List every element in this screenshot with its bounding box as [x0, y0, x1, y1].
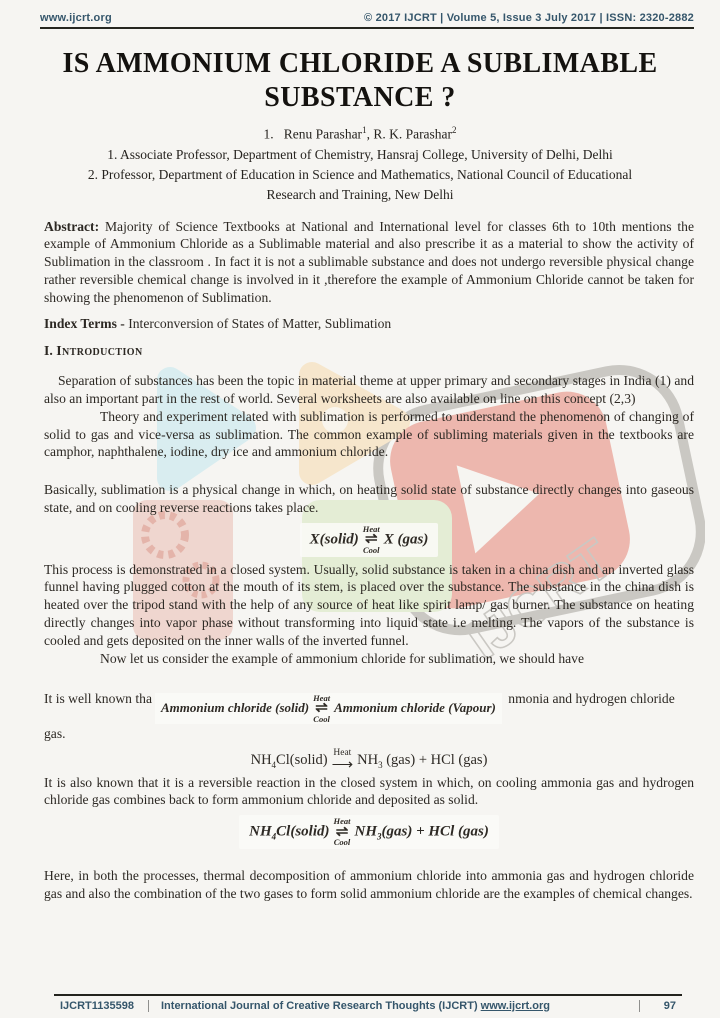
author-names: 1. Renu Parashar$^1$, R. K. Parashar$^2$: [263, 125, 457, 142]
paragraph-closed-system: This process is demonstrated in a closed system. Usually, solid substance is taken in a china dish and an inverted glass funnel having plugged cotton at the mouth of its stem, is placed over the substance. The substance in the china dish is heated over the tripod stand with the help of any source of heat like spirit lamp/ gas burner. The substance on heating directly changes into vapor phase without transforming into liquid state i.e melting. The vapors of the substance is cooled and gets deposited on the inner walls of the inverted funnel.: [44, 561, 694, 648]
paragraph-well-known: [44, 689, 694, 743]
affiliation-1: 1. Associate Professor, Department of Chemistry, Hansraj College, University of Delhi, Delhi: [107, 146, 613, 162]
equation-nh4cl-decomposition: $NH_4Cl(solid)$ Heat ⟶ $NH_3$ (gas) + HCl (gas): [250, 748, 488, 773]
authors-block: [40, 124, 680, 206]
well-known-after: nmonia and hydrogen chloride gas.: [44, 691, 675, 742]
author1-sup: 1: [362, 125, 367, 136]
paragraph-conclusion: Here, in both the processes, thermal decomposition of ammonium chloride into ammonia gas and hydrogen chloride gas and also the combination of the two gases to form solid ammonium chloride are the examples of chemical changes.: [44, 867, 694, 901]
header-site-link[interactable]: www.ijcrt.org: [40, 12, 112, 24]
abstract-label: Abstract:: [44, 218, 100, 234]
header-citation: © 2017 IJCRT | Volume 5, Issue 3 July 2017 | ISSN: 2320-2882: [364, 12, 694, 24]
paragraph-now-consider: Now let us consider the example of ammonium chloride for sublimation, we should have: [100, 650, 584, 666]
footer-divider: [639, 1000, 640, 1012]
heat-arrow: Heat ⟶: [331, 748, 354, 773]
paragraph-separation: Separation of substances has been the topic in material theme at upper primary and secondary stages in India (1) and also an important part in the rest of world. Several worksheets are also available on line on this concept (2,3): [44, 373, 694, 407]
equation-x-solid-gas: X(solid) Heat ⇌ Cool X (gas): [44, 523, 694, 557]
heat-cool-arrows: Heat ⇌ Cool: [313, 692, 331, 724]
abstract: [44, 218, 694, 307]
paragraph-basically: Basically, sublimation is a physical change in which, on heating solid state of substance directly changes into gaseous state, and on cooling reverse reactions takes place.: [44, 482, 694, 516]
page-header: [40, 0, 694, 29]
journal-name: International Journal of Creative Research Thoughts (IJCRT) www.ijcrt.org: [161, 1000, 550, 1012]
paper-title: [30, 47, 690, 114]
paper-title-line2: SUBSTANCE ?: [264, 81, 456, 113]
heat-cool-arrows: Heat ⇌ Cool: [362, 523, 380, 556]
index-terms-label: Index Terms -: [44, 315, 129, 331]
svg-text:IJCRT: IJCRT: [454, 526, 624, 671]
footer-site-link[interactable]: www.ijcrt.org: [480, 1000, 550, 1012]
index-terms-text: Interconversion of States of Matter, Sublimation: [128, 315, 392, 331]
author2-sup: 2: [452, 125, 457, 136]
index-terms: [44, 315, 694, 333]
page-footer: [54, 994, 682, 1012]
heat-cool-arrows: Heat ⇌ Cool: [333, 816, 351, 848]
affiliation-2: 2. Professor, Department of Education in Science and Mathematics, National Council of Educational: [87, 167, 633, 183]
paragraph-theory: Theory and experiment related with sublimation is performed to understand the phenomenon of changing of solid to gas and vice-versa as sublimation. The common example of subliming materials given in the textbooks are camphor, naphthalene, iodine, dry ice and ammonium chloride.: [44, 408, 694, 460]
well-known-before: It is well known tha: [44, 691, 152, 707]
page-number: 97: [663, 1000, 676, 1012]
paper-id: IJCRT1135598: [60, 1000, 134, 1012]
abstract-text: Majority of Science Textbooks at National and International level for classes 6th to 10th mentions the example of Ammonium Chloride as a Sublimable material and also prescribe it as a material to show the activity of Sublimation in the classroom . In fact it is not a sublimable substance and does not undergo reversible physical change rather reversible chemical change is involved in it ,therefore the example of Ammonium Chloride cannot be taken for showing the phenomenon of Sublimation.: [44, 218, 694, 305]
equation-nh4cl-reversible: $NH_4Cl(solid)$ Heat ⇌ Cool $NH_3(gas)$ + HCl (gas): [44, 815, 694, 849]
paragraph-also-known: It is also known that it is a reversible reaction in the closed system in which, on cooling ammonia gas and hydrogen chloride gas combines back to form ammonium chloride and deposited as solid.: [44, 774, 694, 808]
paper-title-line1: IS AMMONIUM CHLORIDE A SUBLIMABLE: [62, 48, 658, 79]
affiliation-2b: Research and Training, New Delhi: [266, 187, 454, 203]
footer-divider: [148, 1000, 149, 1012]
equation-ammonium-inline: Ammonium chloride (solid) Heat ⇌ Cool Ammonium chloride (Vapour): [155, 693, 502, 725]
section-heading-introduction: I. Introduction: [44, 343, 143, 359]
